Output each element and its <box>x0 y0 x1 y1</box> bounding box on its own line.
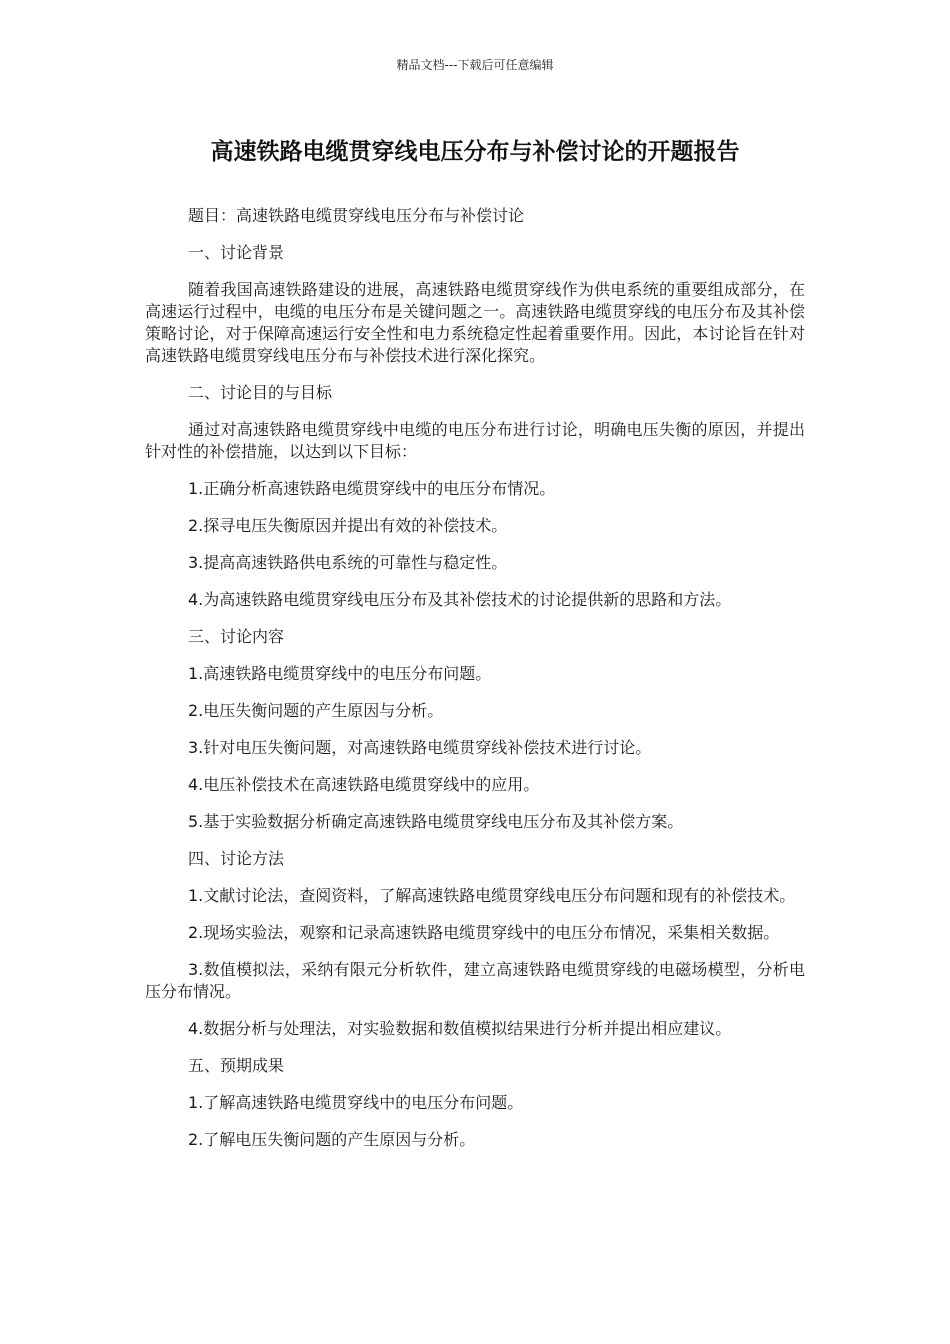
content-item: 3.针对电压失衡问题，对高速铁路电缆贯穿线补偿技术进行讨论。 <box>188 738 652 757</box>
subject-line: 题目：高速铁路电缆贯穿线电压分布与补偿讨论 <box>188 206 525 225</box>
content-item: 2.电压失衡问题的产生原因与分析。 <box>188 701 444 720</box>
background-paragraph: 随着我国高速铁路建设的进展，高速铁路电缆贯穿线作为供电系统的重要组成部分，在高速运行过程中，电缆的电压分布是关键问题之一。高速铁路电缆贯穿线的电压分布及其补偿策略讨论，对于保障高速运行安全性和电力系统稳定性起着重要作用。因此，本讨论旨在针对高速铁路电缆贯穿线电压分布与补偿技术进行深化探究。 <box>145 280 805 365</box>
page-header-note: 精品文档---下载后可任意编辑 <box>396 58 554 72</box>
outcome-item: 1.了解高速铁路电缆贯穿线中的电压分布问题。 <box>188 1093 524 1112</box>
outcome-item: 2.了解电压失衡问题的产生原因与分析。 <box>188 1130 476 1149</box>
method-item: 2.现场实验法，观察和记录高速铁路电缆贯穿线中的电压分布情况，采集相关数据。 <box>188 923 780 942</box>
section-heading-methods: 四、讨论方法 <box>188 849 285 868</box>
goal-item: 2.探寻电压失衡原因并提出有效的补偿技术。 <box>188 516 508 535</box>
section-heading-content: 三、讨论内容 <box>188 627 285 646</box>
goals-intro-paragraph: 通过对高速铁路电缆贯穿线中电缆的电压分布进行讨论，明确电压失衡的原因，并提出针对性的补偿措施，以达到以下目标： <box>145 420 805 461</box>
goal-item: 1.正确分析高速铁路电缆贯穿线中的电压分布情况。 <box>188 479 556 498</box>
goal-item: 4.为高速铁路电缆贯穿线电压分布及其补偿技术的讨论提供新的思路和方法。 <box>188 590 732 609</box>
method-item: 4.数据分析与处理法，对实验数据和数值模拟结果进行分析并提出相应建议。 <box>188 1019 732 1038</box>
goal-item: 3.提高高速铁路供电系统的可靠性与稳定性。 <box>188 553 508 572</box>
document-title: 高速铁路电缆贯穿线电压分布与补偿讨论的开题报告 <box>210 139 740 165</box>
section-heading-goals: 二、讨论目的与目标 <box>188 383 333 402</box>
method-item: 1.文献讨论法，查阅资料，了解高速铁路电缆贯穿线电压分布问题和现有的补偿技术。 <box>188 886 796 905</box>
section-heading-background: 一、讨论背景 <box>188 243 285 262</box>
section-heading-outcomes: 五、预期成果 <box>188 1056 285 1075</box>
content-item: 1.高速铁路电缆贯穿线中的电压分布问题。 <box>188 664 492 683</box>
content-item: 4.电压补偿技术在高速铁路电缆贯穿线中的应用。 <box>188 775 540 794</box>
method-item: 3.数值模拟法，采纳有限元分析软件，建立高速铁路电缆贯穿线的电磁场模型，分析电压分布情况。 <box>145 960 805 1001</box>
document-body <box>145 205 805 1166</box>
content-item: 5.基于实验数据分析确定高速铁路电缆贯穿线电压分布及其补偿方案。 <box>188 812 684 831</box>
